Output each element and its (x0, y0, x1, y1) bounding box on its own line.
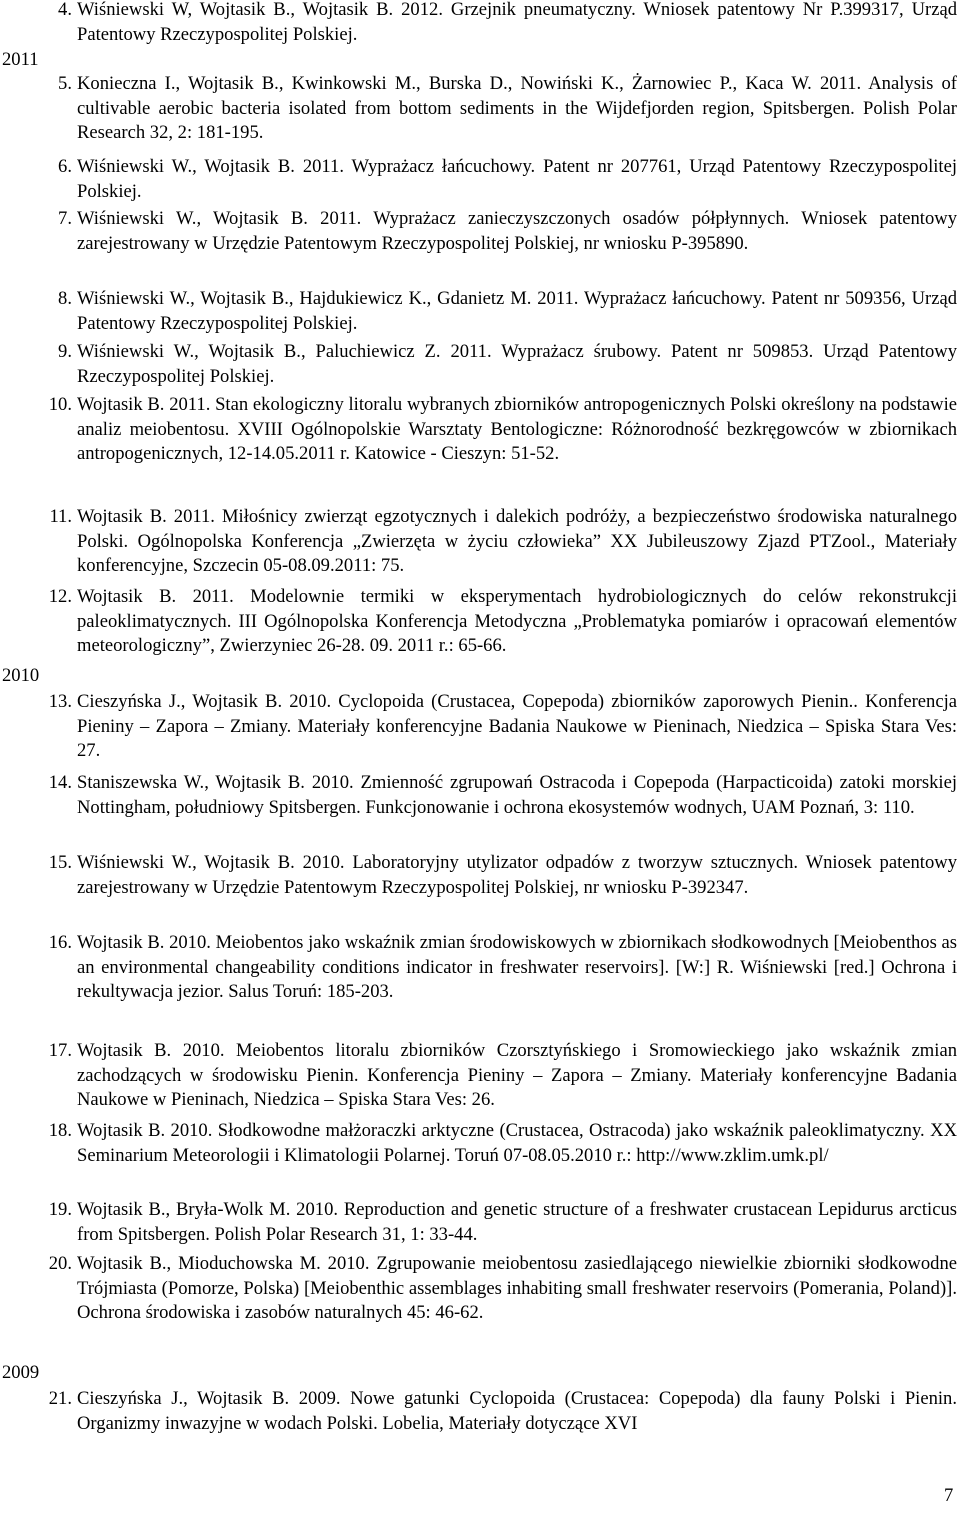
entry-text: Wojtasik B. 2011. Miłośnicy zwierząt egzotycznych i dalekich podróży, a bezpieczeństwo środowiska naturalnego Polski. Ogólnopolska Konferencja „Zwierzęta w życiu człowieka” XX Jubileuszowy Zjazd PTZool., Materiały konferencyjne, Szczecin 05-08.09.2011: 75. (77, 506, 957, 577)
reference-entry-12 (38, 585, 958, 659)
entry-number: 10. (48, 394, 72, 415)
entry-number: 4. (58, 0, 72, 20)
reference-entry-19 (38, 1198, 958, 1247)
reference-entry-10 (38, 393, 958, 467)
entry-number: 9. (58, 341, 72, 362)
entry-text: Cieszyńska J., Wojtasik B. 2010. Cyclopoida (Crustacea, Copepoda) zbiorników zaporowych Pienin.. Konferencja Pieniny – Zapora – Zmiany. Materiały konferencyjne Badania Naukowe w Pieninach, Niedzica – Spiska Stara Ves: 27. (77, 691, 957, 762)
reference-entry-4 (38, 0, 958, 47)
entry-text: Konieczna I., Wojtasik B., Kwinkowski M., Burska D., Nowiński K., Żarnowiec P., Kaca W. 2011. Analysis of cultivable aerobic bacteria isolated from bottom sediments in the Wijdefjorden region, Spitsbergen. Polish Polar Research 32, 2: 181-195. (77, 73, 957, 144)
year-heading-2009: 2009 (2, 1362, 40, 1383)
entry-number: 8. (58, 288, 72, 309)
entry-text: Wojtasik B., Bryła-Wolk M. 2010. Reproduction and genetic structure of a freshwater crustacean Lepidurus arcticus from Spitsbergen. Polish Polar Research 31, 1: 33-44. (77, 1199, 957, 1245)
entry-text: Wiśniewski W., Wojtasik B. 2011. Wyprażacz łańcuchowy. Patent nr 207761, Urząd Patentowy Rzeczypospolitej Polskiej. (77, 156, 957, 202)
entry-number: 18. (48, 1120, 72, 1141)
entry-number: 20. (48, 1253, 72, 1274)
entry-text: Staniszewska W., Wojtasik B. 2010. Zmienność zgrupowań Ostracoda i Copepoda (Harpacticoida) zatoki morskiej Nottingham, południowy Spitsbergen. Funkcjonowanie i ochrona ekosystemów wodnych, UAM Poznań, 3: 110. (77, 772, 957, 818)
entry-number: 7. (58, 208, 72, 229)
year-heading-2010: 2010 (2, 665, 40, 686)
reference-entry-18 (38, 1119, 958, 1168)
entry-number: 5. (58, 73, 72, 94)
entry-number: 19. (48, 1199, 72, 1220)
reference-entry-6 (38, 155, 958, 204)
entry-text: Wojtasik B. 2011. Modelownie termiki w eksperymentach hydrobiologicznych do celów rekonstrukcji paleoklimatycznych. III Ogólnopolska Konferencja Metodyczna „Problematyka pomiarów i opracowań elementów meteorologiczny”, Zwierzyniec 26-28. 09. 2011 r.: 65-66. (77, 586, 957, 657)
entry-number: 6. (58, 156, 72, 177)
entry-text: Wiśniewski W, Wojtasik B., Wojtasik B. 2012. Grzejnik pneumatyczny. Wniosek patentowy Nr P.399317, Urząd Patentowy Rzeczypospolitej Polskiej. (77, 0, 957, 45)
reference-entry-5 (38, 72, 958, 146)
entry-text: Wojtasik B. 2010. Słodkowodne małżoraczki arktyczne (Crustacea, Ostracoda) jako wskaźnik paleoklimatyczny. XX Seminarium Meteorologii i Klimatologii Polarnej. Toruń 07-08.05.2010 r.: http://www.zklim.umk.pl/ (77, 1120, 957, 1166)
reference-entry-13 (38, 690, 958, 764)
reference-entry-15 (38, 851, 958, 900)
entry-number: 11. (49, 506, 72, 527)
entry-number: 12. (48, 586, 72, 607)
entry-number: 13. (48, 691, 72, 712)
entry-text: Wiśniewski W., Wojtasik B. 2011. Wyprażacz zanieczyszczonych osadów półpłynnych. Wniosek patentowy zarejestrowany w Urzędzie Patentowym Rzeczypospolitej Polskiej, nr wniosku P-395890. (77, 208, 957, 254)
entry-text: Wojtasik B. 2010. Meiobentos litoralu zbiorników Czorsztyńskiego i Sromowieckiego jako wskaźnik zmian zachodzących w środowisku Pienin. Konferencja Pieniny – Zapora – Zmiany. Materiały konferencyjne Badania Naukowe w Pieninach, Niedzica – Spiska Stara Ves: 26. (77, 1040, 957, 1111)
entry-text: Wojtasik B. 2011. Stan ekologiczny litoralu wybranych zbiorników antropogenicznych Polski określony na podstawie analiz meiobentosu. XVIII Ogólnopolskie Warsztaty Bentologiczne: Różnorodność bezkręgowców w zbiornikach antropogenicznych, 12-14.05.2011 r. Katowice - Cieszyn: 51-52. (77, 394, 957, 465)
reference-entry-21 (38, 1387, 958, 1436)
entry-number: 14. (48, 772, 72, 793)
entry-text: Wojtasik B. 2010. Meiobentos jako wskaźnik zmian środowiskowych w zbiornikach słodkowodnych [Meiobenthos as an environmental changeability conditions indicator in freshwater reservoirs]. [W:] R. Wiśniewski [red.] Ochrona i rekultywacja jezior. Salus Toruń: 185-203. (77, 932, 957, 1003)
entry-text: Wojtasik B., Mioduchowska M. 2010. Zgrupowanie meiobentosu zasiedlającego niewielkie zbiorniki słodkowodne Trójmiasta (Pomorze, Polska) [Meiobenthic assemblages inhabiting small freshwater reservoirs (Pomerania, Poland)]. Ochrona środowiska i zasobów naturalnych 45: 46-62. (77, 1253, 957, 1324)
entry-number: 16. (48, 932, 72, 953)
entry-text: Wiśniewski W., Wojtasik B., Paluchiewicz Z. 2011. Wyprażacz śrubowy. Patent nr 509853. Urząd Patentowy Rzeczypospolitej Polskiej. (77, 341, 957, 387)
entry-number: 15. (48, 852, 72, 873)
page-number: 7 (944, 1485, 954, 1506)
reference-entry-9 (38, 340, 958, 389)
reference-entry-7 (38, 207, 958, 256)
reference-entry-14 (38, 771, 958, 820)
reference-entry-16 (38, 931, 958, 1005)
reference-entry-11 (38, 505, 958, 579)
reference-entry-17 (38, 1039, 958, 1113)
entry-number: 17. (48, 1040, 72, 1061)
year-heading-2011: 2011 (2, 49, 39, 70)
entry-text: Wiśniewski W., Wojtasik B., Hajdukiewicz K., Gdanietz M. 2011. Wyprażacz łańcuchowy. Patent nr 509356, Urząd Patentowy Rzeczypospolitej Polskiej. (77, 288, 957, 334)
reference-entry-20 (38, 1252, 958, 1326)
entry-number: 21. (48, 1388, 72, 1409)
reference-entry-8 (38, 287, 958, 336)
entry-text: Cieszyńska J., Wojtasik B. 2009. Nowe gatunki Cyclopoida (Crustacea: Copepoda) dla fauny Polski i Pienin. Organizmy inwazyjne w wodach Polski. Lobelia, Materiały dotyczące XVI (77, 1388, 957, 1434)
entry-text: Wiśniewski W., Wojtasik B. 2010. Laboratoryjny utylizator odpadów z tworzyw sztucznych. Wniosek patentowy zarejestrowany w Urzędzie Patentowym Rzeczypospolitej Polskiej, nr wniosku P-392347. (77, 852, 957, 898)
